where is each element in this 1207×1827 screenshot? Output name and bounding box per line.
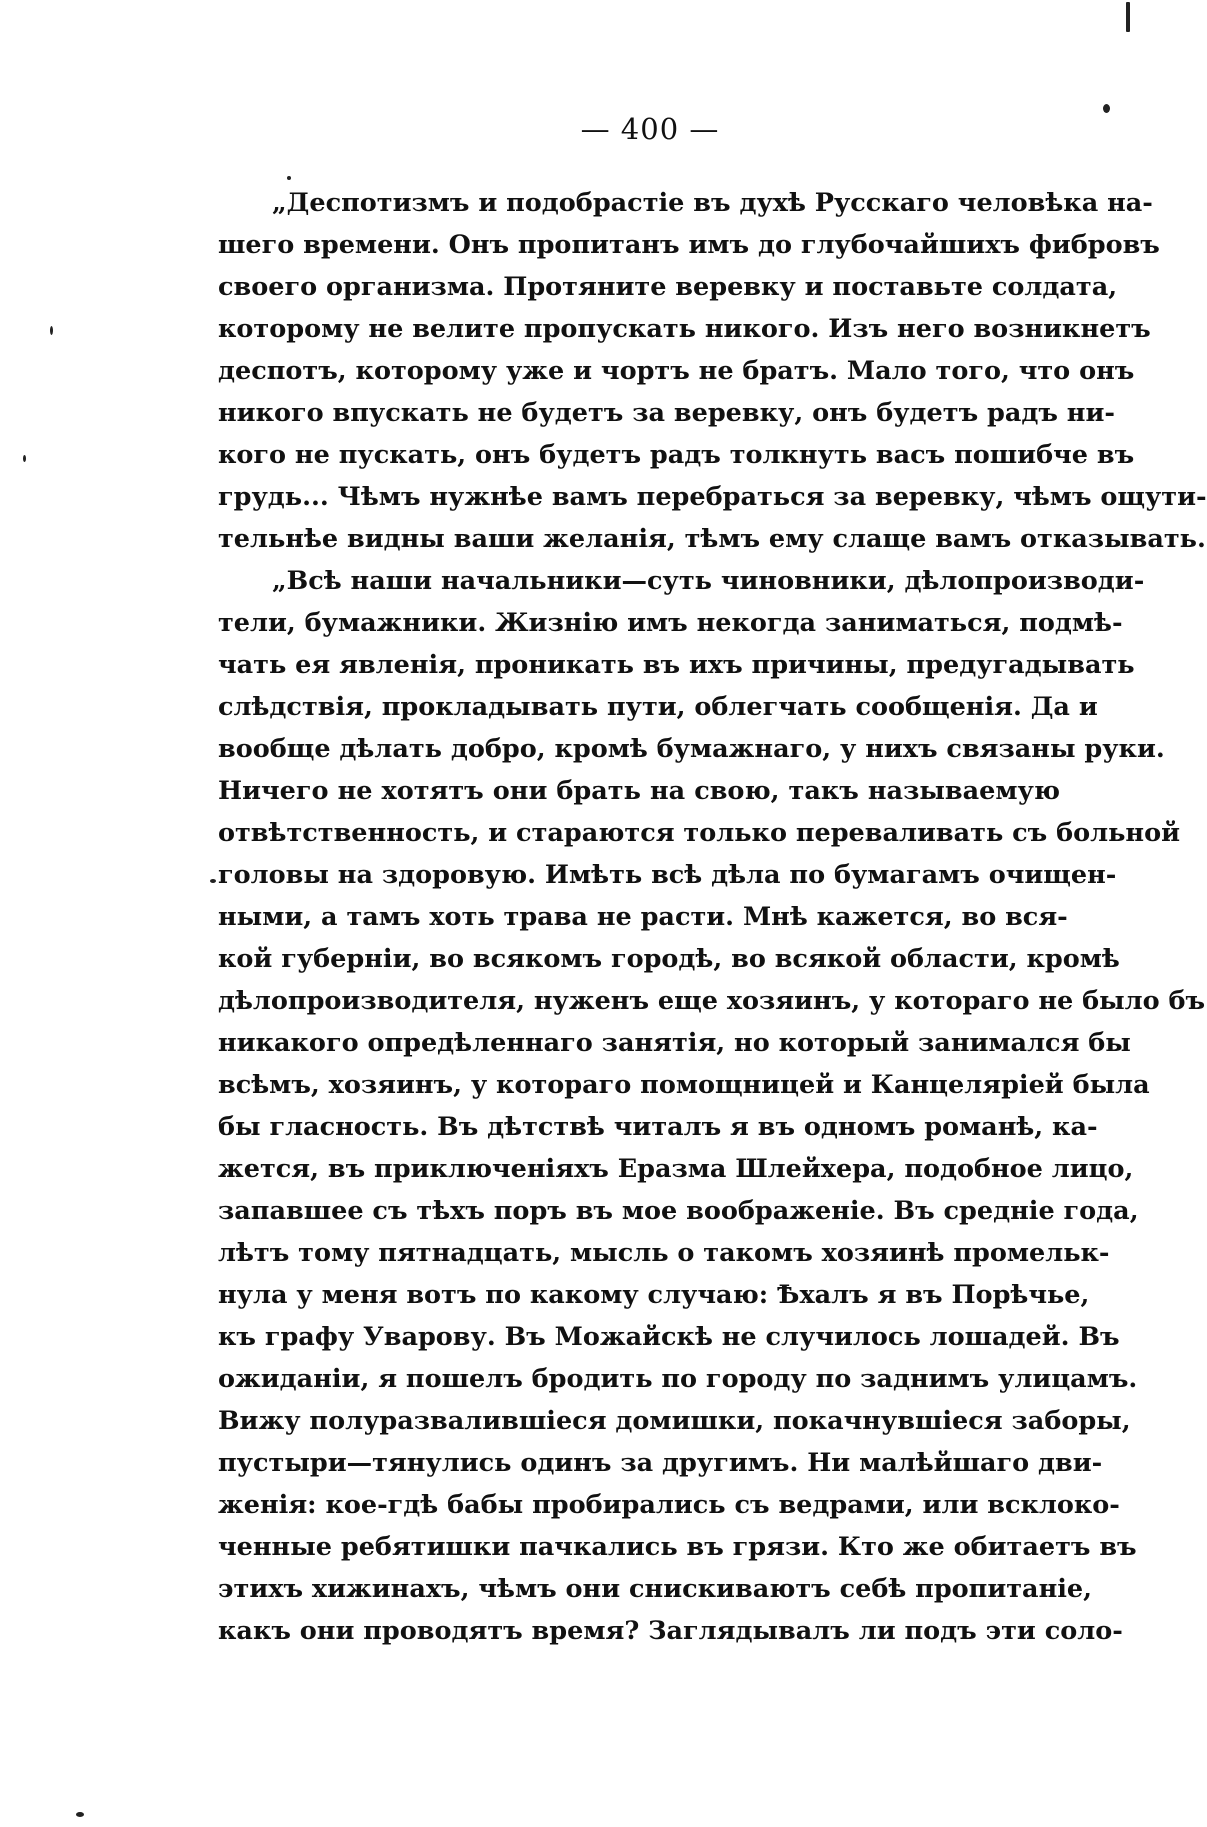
text-line: грудь... Чѣмъ нужнѣе вамъ перебраться за веревку, чѣмъ ощути- <box>218 482 1207 512</box>
body-text <box>218 182 1207 1652</box>
scan-speck <box>1103 104 1110 113</box>
text-line: кого не пускать, онъ будетъ радъ толкнуть васъ пошибче въ <box>218 440 1135 470</box>
text-line: дѣлопроизводителя, нуженъ еще хозяинъ, у котораго не было бъ <box>218 986 1206 1016</box>
scan-speck <box>210 879 216 883</box>
text-line: вообще дѣлать добро, кромѣ бумажнаго, у нихъ связаны руки. <box>218 734 1165 764</box>
text-line: Ничего не хотятъ они брать на свою, такъ называемую <box>218 776 1060 806</box>
scan-speck <box>76 1812 84 1817</box>
text-line: ожиданіи, я пошелъ бродить по городу по заднимъ улицамъ. <box>218 1364 1138 1394</box>
text-line: чать ея явленія, проникать въ ихъ причины, предугадывать <box>218 650 1135 680</box>
text-line: лѣтъ тому пятнадцать, мысль о такомъ хозяинѣ промельк- <box>218 1238 1110 1268</box>
text-line: ченные ребятишки пачкались въ грязи. Кто же обитаетъ въ <box>218 1532 1137 1562</box>
scan-speck <box>50 326 53 335</box>
text-line: этихъ хижинахъ, чѣмъ они снискиваютъ себѣ пропитаніе, <box>218 1574 1093 1604</box>
text-line: никого впускать не будетъ за веревку, онъ будетъ радъ ни- <box>218 398 1115 428</box>
text-line: нула у меня вотъ по какому случаю: Ѣхалъ я въ Порѣчье, <box>218 1280 1090 1310</box>
text-line: головы на здоровую. Имѣть всѣ дѣла по бумагамъ очищен- <box>218 860 1117 890</box>
page-number: — 400 — <box>580 112 720 146</box>
text-line: „Всѣ наши начальники—суть чиновники, дѣлопроизводи- <box>272 566 1145 596</box>
text-line: деспотъ, которому уже и чортъ не братъ. Мало того, что онъ <box>218 356 1135 386</box>
text-line: „Деспотизмъ и подобрастіе въ духѣ Русскаго человѣка на- <box>272 188 1153 218</box>
text-line: всѣмъ, хозяинъ, у котораго помощницей и Канцеляріей была <box>218 1070 1150 1100</box>
text-line: женія: кое-гдѣ бабы пробирались съ ведрами, или всклоко- <box>218 1490 1120 1520</box>
scan-speck <box>287 176 291 180</box>
text-line: какъ они проводятъ время? Заглядывалъ ли подъ эти соло- <box>218 1616 1123 1646</box>
text-line: тельнѣе видны ваши желанія, тѣмъ ему слаще вамъ отказывать. <box>218 524 1206 554</box>
text-line: своего организма. Протяните веревку и поставьте солдата, <box>218 272 1118 302</box>
text-line: бы гласность. Въ дѣтствѣ читалъ я въ одномъ романѣ, ка- <box>218 1112 1098 1142</box>
text-line: шего времени. Онъ пропитанъ имъ до глубочайшихъ фибровъ <box>218 230 1160 260</box>
text-line: жется, въ приключеніяхъ Еразма Шлейхера, подобное лицо, <box>218 1154 1134 1184</box>
scan-speck <box>23 455 26 462</box>
text-line: никакого опредѣленнаго занятія, но который занимался бы <box>218 1028 1131 1058</box>
text-line: тели, бумажники. Жизнію имъ некогда заниматься, подмѣ- <box>218 608 1123 638</box>
text-line: кой губерніи, во всякомъ городѣ, во всякой области, кромѣ <box>218 944 1120 974</box>
text-line: которому не велите пропускать никого. Изъ него возникнетъ <box>218 314 1151 344</box>
text-line: Вижу полуразвалившіеся домишки, покачнувшіеся заборы, <box>218 1406 1131 1436</box>
text-line: слѣдствія, прокладывать пути, облегчать сообщенія. Да и <box>218 692 1098 722</box>
text-line: ными, а тамъ хоть трава не расти. Мнѣ кажется, во вся- <box>218 902 1068 932</box>
text-line: отвѣтственность, и стараются только переваливать съ больной <box>218 818 1180 848</box>
text-line: запавшее съ тѣхъ поръ въ мое воображеніе. Въ средніе года, <box>218 1196 1139 1226</box>
text-line: къ графу Уварову. Въ Можайскѣ не случилось лошадей. Въ <box>218 1322 1120 1352</box>
text-line: пустыри—тянулись одинъ за другимъ. Ни малѣйшаго дви- <box>218 1448 1103 1478</box>
scan-speck <box>1126 2 1130 32</box>
